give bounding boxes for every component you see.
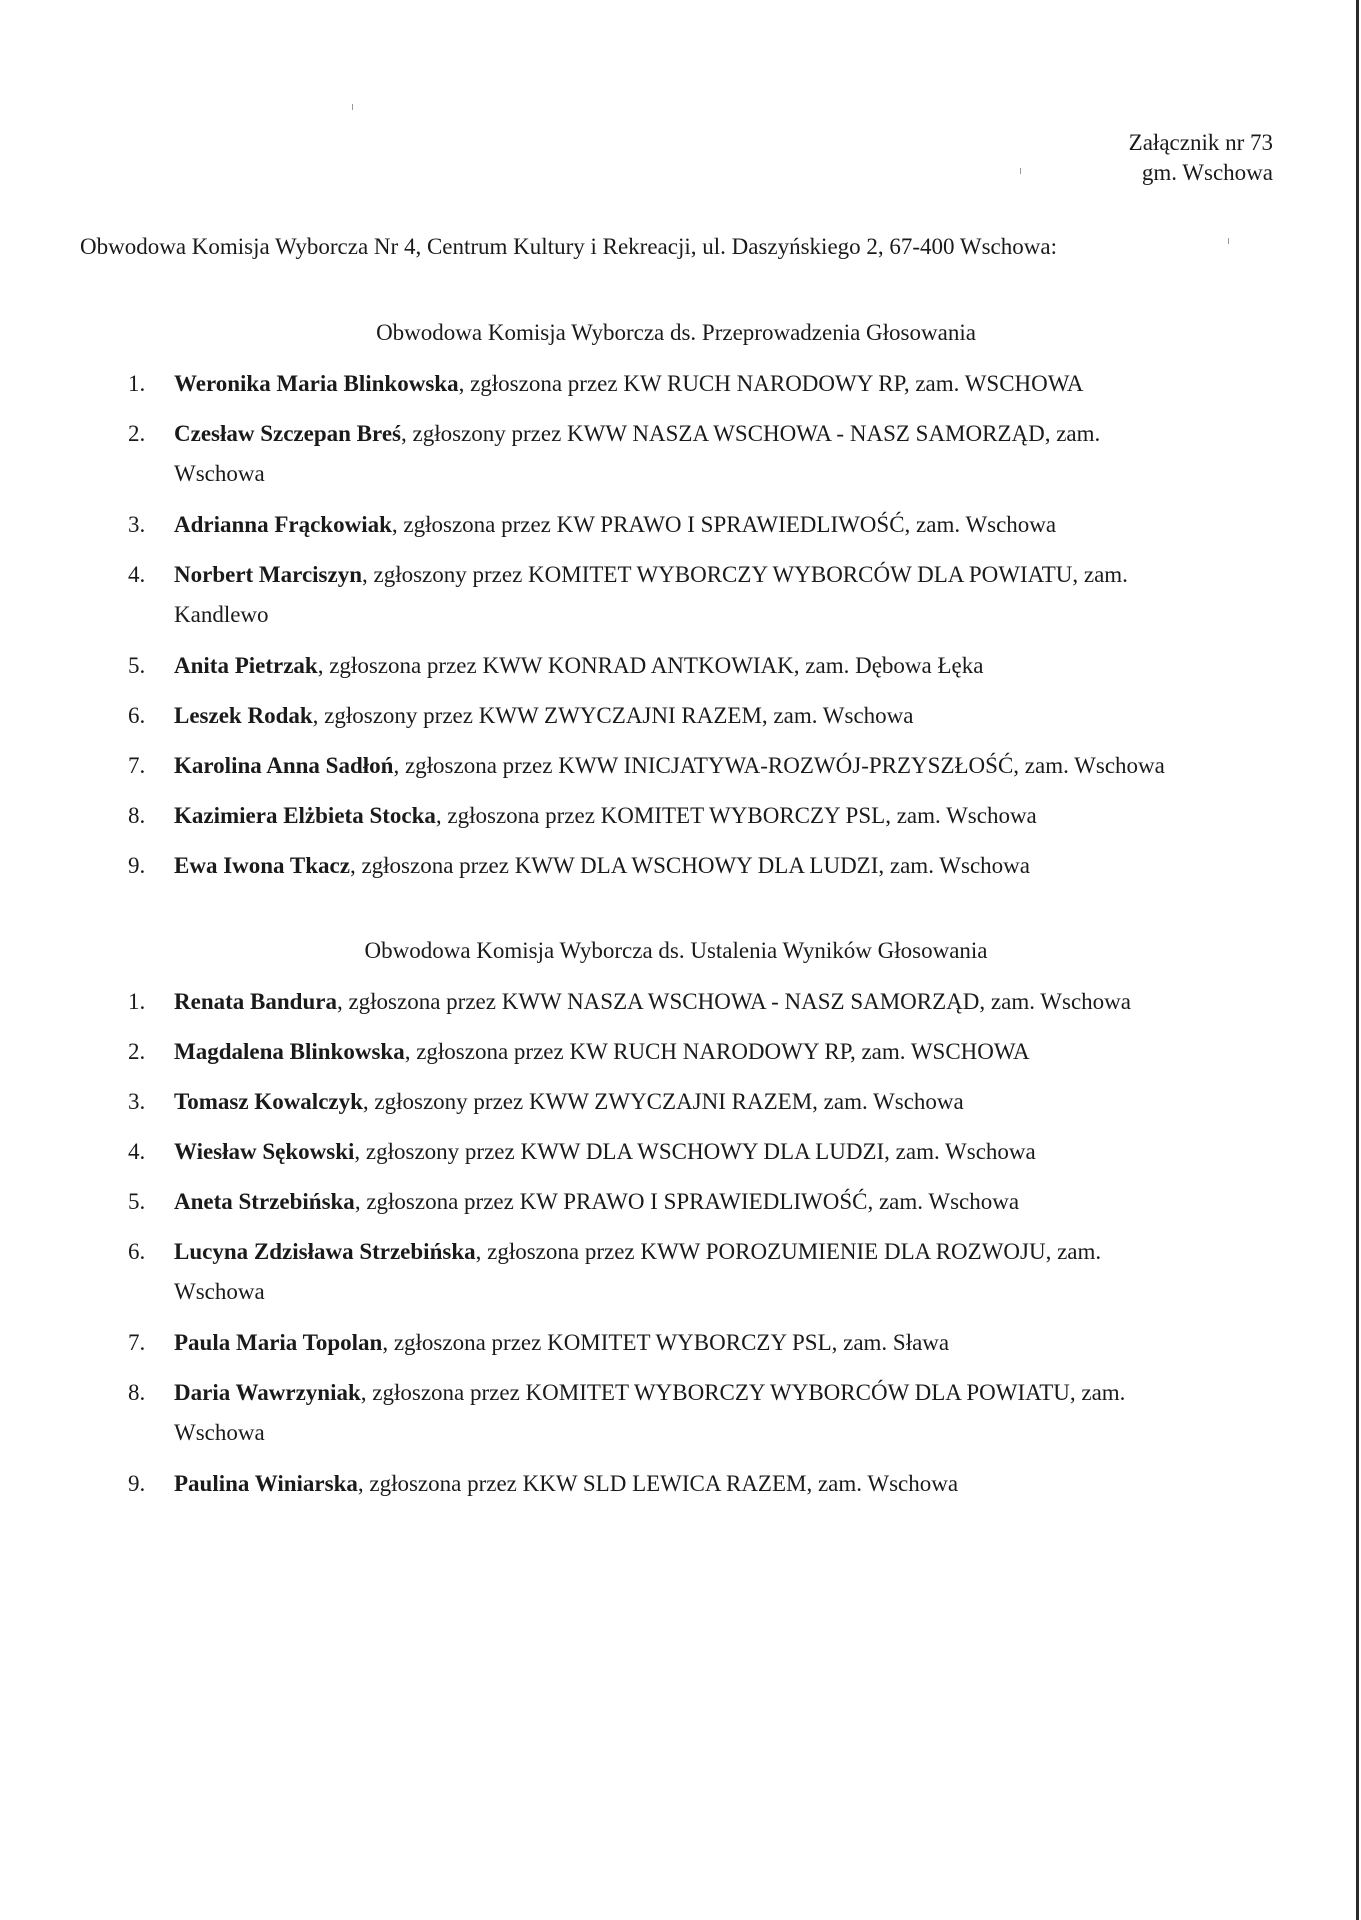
item-text	[174, 364, 1254, 404]
item-text	[174, 1323, 1254, 1363]
member-details: , zgłoszony przez KWW NASZA WSCHOWA - NASZ SAMORZĄD, zam.	[400, 421, 1101, 446]
member-name: Paulina Winiarska	[174, 1471, 358, 1496]
item-text	[174, 1373, 1254, 1413]
member-name: Karolina Anna Sadłoń	[174, 753, 394, 778]
item-text	[174, 696, 1254, 736]
item-text	[174, 555, 1254, 595]
scan-speck	[352, 104, 353, 110]
member-name: Paula Maria Topolan	[174, 1330, 383, 1355]
member-details: , zgłoszony przez KWW ZWYCZAJNI RAZEM, zam. Wschowa	[362, 1089, 964, 1114]
annex-number: Załącznik nr 73	[1128, 130, 1273, 155]
item-number: 4.	[128, 562, 146, 587]
member-name: Czesław Szczepan Breś	[174, 421, 401, 446]
member-name: Anita Pietrzak	[174, 653, 318, 678]
member-details: , zgłoszona przez KW RUCH NARODOWY RP, zam. WSCHOWA	[458, 371, 1084, 396]
item-number: 4.	[128, 1139, 146, 1164]
member-name: Adrianna Frąckowiak	[174, 512, 392, 537]
member-name: Ewa Iwona Tkacz	[174, 853, 350, 878]
member-name: Wiesław Sękowski	[174, 1139, 355, 1164]
member-residence-continued: Kandlewo	[174, 602, 269, 627]
member-details: , zgłoszona przez KWW DLA WSCHOWY DLA LUDZI, zam. Wschowa	[349, 853, 1030, 878]
item-number: 2.	[128, 421, 146, 446]
section-title-voting: Obwodowa Komisja Wyborcza ds. Przeprowadzenia Głosowania	[376, 320, 976, 345]
member-name: Magdalena Blinkowska	[174, 1039, 405, 1064]
member-details: , zgłoszona przez KOMITET WYBORCZY PSL, zam. Wschowa	[435, 803, 1037, 828]
item-text	[174, 1182, 1254, 1222]
member-name: Renata Bandura	[174, 989, 337, 1014]
item-text	[174, 982, 1254, 1022]
item-number: 8.	[128, 803, 146, 828]
item-text	[174, 846, 1254, 886]
item-number: 5.	[128, 1189, 146, 1214]
member-name: Leszek Rodak	[174, 703, 313, 728]
member-details: , zgłoszona przez KW PRAWO I SPRAWIEDLIWOŚĆ, zam. Wschowa	[391, 512, 1057, 537]
item-number: 6.	[128, 1239, 146, 1264]
item-text	[174, 414, 1254, 454]
member-name: Lucyna Zdzisława Strzebińska	[174, 1239, 476, 1264]
item-number: 8.	[128, 1380, 146, 1405]
section-title-results: Obwodowa Komisja Wyborcza ds. Ustalenia Wyników Głosowania	[364, 938, 988, 963]
item-text	[174, 1132, 1254, 1172]
scan-speck	[1020, 168, 1021, 174]
item-number: 7.	[128, 753, 146, 778]
item-number: 5.	[128, 653, 146, 678]
member-name: Aneta Strzebińska	[174, 1189, 355, 1214]
item-number: 3.	[128, 512, 146, 537]
member-name: Norbert Marciszyn	[174, 562, 362, 587]
item-number: 9.	[128, 1471, 146, 1496]
item-number: 3.	[128, 1089, 146, 1114]
member-name: Daria Wawrzyniak	[174, 1380, 361, 1405]
member-details: , zgłoszony przez KWW ZWYCZAJNI RAZEM, zam. Wschowa	[312, 703, 914, 728]
item-number: 1.	[128, 989, 146, 1014]
annex-label	[1129, 128, 1273, 188]
member-details: , zgłoszona przez KW RUCH NARODOWY RP, zam. WSCHOWA	[404, 1039, 1030, 1064]
member-residence-continued: Wschowa	[174, 1279, 265, 1304]
member-residence-continued: Wschowa	[174, 1420, 265, 1445]
member-details: , zgłoszona przez KOMITET WYBORCZY WYBORCÓW DLA POWIATU, zam.	[360, 1380, 1126, 1405]
member-name: Kazimiera Elżbieta Stocka	[174, 803, 436, 828]
item-text	[174, 1232, 1254, 1272]
item-number: 6.	[128, 703, 146, 728]
member-details: , zgłoszona przez KKW SLD LEWICA RAZEM, zam. Wschowa	[357, 1471, 959, 1496]
item-text	[174, 1082, 1254, 1122]
item-text	[174, 1464, 1254, 1504]
item-text	[174, 505, 1254, 545]
commission-header: Obwodowa Komisja Wyborcza Nr 4, Centrum Kultury i Rekreacji, ul. Daszyńskiego 2, 67-400 Wschowa:	[80, 234, 1057, 259]
member-name: Tomasz Kowalczyk	[174, 1089, 363, 1114]
item-text	[174, 646, 1254, 686]
item-text	[174, 1032, 1254, 1072]
member-details: , zgłoszona przez KOMITET WYBORCZY PSL, zam. Sława	[382, 1330, 950, 1355]
member-details: , zgłoszony przez KOMITET WYBORCZY WYBORCÓW DLA POWIATU, zam.	[362, 562, 1128, 587]
scan-speck	[1228, 238, 1229, 244]
item-number: 2.	[128, 1039, 146, 1064]
member-residence-continued: Wschowa	[174, 461, 265, 486]
member-details: , zgłoszona przez KW PRAWO I SPRAWIEDLIWOŚĆ, zam. Wschowa	[354, 1189, 1020, 1214]
member-details: , zgłoszona przez KWW INICJATYWA-ROZWÓJ-PRZYSZŁOŚĆ, zam. Wschowa	[393, 753, 1165, 778]
member-name: Weronika Maria Blinkowska	[174, 371, 459, 396]
annex-municipality: gm. Wschowa	[1141, 160, 1273, 185]
item-number: 7.	[128, 1330, 146, 1355]
member-details: , zgłoszony przez KWW DLA WSCHOWY DLA LUDZI, zam. Wschowa	[354, 1139, 1036, 1164]
item-number: 1.	[128, 371, 146, 396]
member-details: , zgłoszona przez KWW NASZA WSCHOWA - NASZ SAMORZĄD, zam. Wschowa	[336, 989, 1131, 1014]
item-number: 9.	[128, 853, 146, 878]
member-details: , zgłoszona przez KWW KONRAD ANTKOWIAK, zam. Dębowa Łęka	[317, 653, 984, 678]
scan-edge-border	[1356, 0, 1359, 1920]
item-text	[174, 746, 1254, 786]
member-details: , zgłoszona przez KWW POROZUMIENIE DLA ROZWOJU, zam.	[475, 1239, 1102, 1264]
item-text	[174, 796, 1254, 836]
